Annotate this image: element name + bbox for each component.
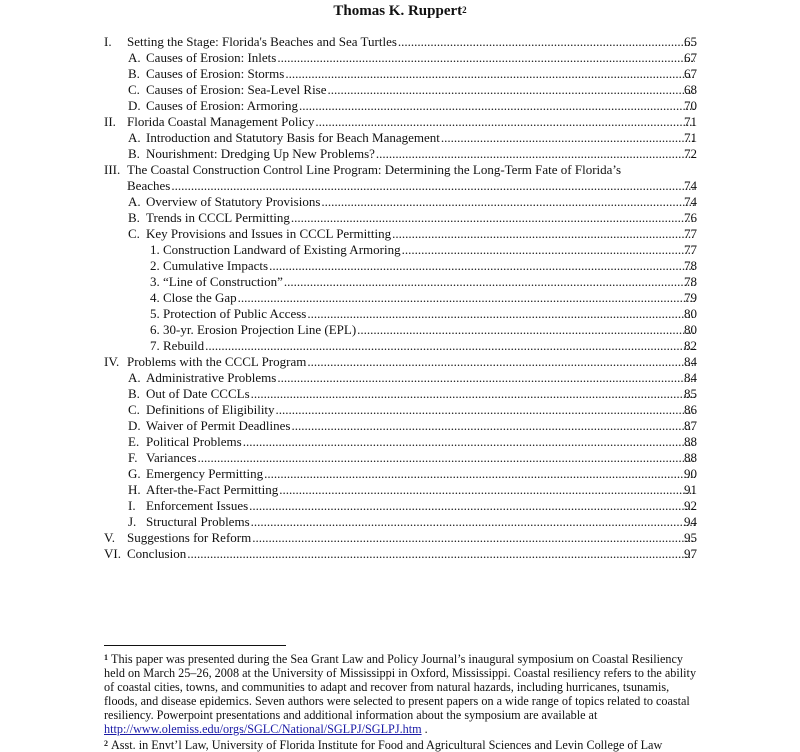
author-name: Thomas K. Ruppert [333,3,463,19]
toc-entry-label: B. [128,210,140,225]
toc-entry-title: Suggestions for Reform [127,530,252,545]
toc-entry[interactable] [0,482,800,498]
toc-entry-title: Causes of Erosion: Storms [146,66,285,81]
toc-entry-label: A. [128,50,141,65]
toc-entry-label: C. [128,226,140,241]
author-heading [0,0,800,22]
dot-leader [291,210,695,226]
toc-entry-label: V. [104,530,115,545]
table-of-contents [0,34,800,562]
toc-entry-page: 84 [684,370,697,385]
dot-leader [238,290,695,306]
toc-entry-title: 1. Construction Landward of Existing Armoring [150,242,401,257]
toc-entry[interactable] [0,274,800,290]
toc-entry-title: Causes of Erosion: Armoring [146,98,299,113]
toc-entry-label: A. [128,130,141,145]
dot-leader [291,418,695,434]
toc-entry-continuation[interactable] [0,178,800,194]
toc-entry-page: 88 [684,434,697,449]
dot-leader [441,130,695,146]
toc-entry-page: 74 [684,194,697,209]
toc-entry-label: A. [128,194,141,209]
dot-leader [392,226,695,242]
footnote-2-text: Asst. in Envt’l Law, University of Florida Institute for Food and Agricultural Sciences and Levin College of Law [111,738,663,752]
toc-entry-label: I. [128,498,136,513]
dot-leader [252,530,695,546]
toc-entry-page: 86 [684,402,697,417]
dot-leader [264,466,695,482]
toc-entry[interactable] [0,290,800,306]
toc-entry-page: 92 [684,498,697,513]
toc-entry-label: F. [128,450,138,465]
footnote-2-mark: 2 [104,739,108,748]
dot-leader [251,386,695,402]
dot-leader [402,242,695,258]
toc-entry-page: 77 [684,226,697,241]
toc-entry[interactable] [0,162,800,178]
dot-leader [187,546,695,562]
toc-entry[interactable] [0,498,800,514]
toc-entry-page: 97 [684,546,697,561]
toc-entry-page: 87 [684,418,697,433]
dot-leader [315,114,695,130]
toc-entry[interactable] [0,34,800,50]
toc-entry-page: 85 [684,386,697,401]
toc-entry[interactable] [0,210,800,226]
toc-entry-page: 84 [684,354,697,369]
toc-entry-title: Nourishment: Dredging Up New Problems? [146,146,375,161]
toc-entry-label: C. [128,82,140,97]
toc-entry-label: H. [128,482,141,497]
footnote-1 [104,652,699,736]
toc-entry[interactable] [0,306,800,322]
toc-entry-title: 5. Protection of Public Access [150,306,307,321]
toc-entry-page: 90 [684,466,697,481]
toc-entry-title: 4. Close the Gap [150,290,237,305]
toc-entry[interactable] [0,402,800,418]
toc-entry-title: Definitions of Eligibility [146,402,275,417]
toc-entry[interactable] [0,338,800,354]
dot-leader [307,306,695,322]
toc-entry[interactable] [0,98,800,114]
footnote-rule [104,645,286,646]
toc-entry-page: 71 [684,114,697,129]
toc-entry-page: 82 [684,338,697,353]
dot-leader [243,434,695,450]
dot-leader [321,194,695,210]
toc-entry-title: After-the-Fact Permitting [146,482,279,497]
toc-entry-title: Conclusion [127,546,187,561]
toc-entry-page: 79 [684,290,697,305]
toc-entry-page: 91 [684,482,697,497]
toc-entry-page: 74 [684,178,697,193]
dot-leader [299,98,695,114]
toc-entry-label: VI. [104,546,121,561]
dot-leader [276,402,695,418]
toc-entry-title: Trends in CCCL Permitting [146,210,290,225]
toc-entry-title: Enforcement Issues [146,498,249,513]
toc-entry-page: 95 [684,530,697,545]
toc-entry-title: Florida Coastal Management Policy [127,114,315,129]
dot-leader [285,66,695,82]
toc-entry[interactable] [0,114,800,130]
toc-entry-label: C. [128,402,140,417]
toc-entry[interactable] [0,226,800,242]
dot-leader [376,146,695,162]
toc-entry-page: 94 [684,514,697,529]
dot-leader [284,274,695,290]
toc-entry-label: IV. [104,354,120,369]
symposium-link[interactable]: http://www.olemiss.edu/orgs/SGLC/National/SGLPJ/SGLPJ.htm [104,722,422,736]
dot-leader [277,370,695,386]
toc-entry-title: Introduction and Statutory Basis for Beach Management [146,130,440,145]
toc-entry-title: Setting the Stage: Florida's Beaches and Sea Turtles [127,34,397,49]
toc-entry[interactable] [0,66,800,82]
toc-entry[interactable] [0,418,800,434]
toc-entry-title: Administrative Problems [146,370,277,385]
toc-entry-label: B. [128,386,140,401]
toc-entry-title: 6. 30-yr. Erosion Projection Line (EPL) [150,322,357,337]
toc-entry-page: 72 [684,146,697,161]
toc-entry-title: Causes of Erosion: Sea-Level Rise [146,82,327,97]
toc-entry[interactable] [0,434,800,450]
toc-entry-title: Emergency Permitting [146,466,264,481]
toc-entry-title: Causes of Erosion: Inlets [146,50,277,65]
toc-entry-title: Problems with the CCCL Program [127,354,307,369]
toc-entry[interactable] [0,546,800,562]
toc-entry-page: 76 [684,210,697,225]
toc-entry-label: B. [128,66,140,81]
toc-entry-title: Beaches [127,178,171,193]
footnote-1-text: This paper was presented during the Sea Grant Law and Policy Journal’s inaugural symposium on Coastal Resiliency held on March 25–26, 2008 at the University of Mississippi in Oxford, Mississippi. Coastal resiliency refers to the ability of coastal cities, towns, and communities to adapt and recover from natural hazards, including hurricanes, tsunamis, floods, and disease epidemics. Seven authors were selected to present papers on a wide range of topics related to coastal resiliency. Powerpoint presentations and additional information about the symposium are available at [104,652,697,722]
toc-entry[interactable] [0,514,800,530]
toc-entry-label: D. [128,418,141,433]
toc-entry-title: The Coastal Construction Control Line Program: Determining the Long-Term Fate of Florida’s [127,162,622,177]
toc-entry-page: 68 [684,82,697,97]
toc-entry[interactable] [0,146,800,162]
toc-entry-label: D. [128,98,141,113]
toc-entry-label: II. [104,114,116,129]
toc-entry-page: 65 [684,34,697,49]
toc-entry-page: 80 [684,306,697,321]
toc-entry-page: 80 [684,322,697,337]
toc-entry-page: 78 [684,258,697,273]
dot-leader [205,338,695,354]
toc-entry[interactable] [0,466,800,482]
dot-leader [398,34,695,50]
toc-entry-title: Key Provisions and Issues in CCCL Permitting [146,226,392,241]
toc-entry[interactable] [0,50,800,66]
toc-entry-title: Out of Date CCCLs [146,386,250,401]
toc-entry-label: I. [104,34,112,49]
dot-leader [198,450,695,466]
toc-entry-title: 2. Cumulative Impacts [150,258,269,273]
toc-entry[interactable] [0,258,800,274]
toc-entry-page: 67 [684,50,697,65]
toc-entry-page: 71 [684,130,697,145]
toc-entry-title: Political Problems [146,434,242,449]
toc-entry-label: A. [128,370,141,385]
toc-entry[interactable] [0,450,800,466]
toc-entry-title: 3. “Line of Construction” [150,274,283,289]
toc-entry-page: 70 [684,98,697,113]
toc-entry-page: 78 [684,274,697,289]
author-footnote-mark[interactable]: 2 [462,5,467,15]
toc-entry[interactable] [0,530,800,546]
toc-entry-title: Variances [146,450,197,465]
toc-entry-page: 77 [684,242,697,257]
toc-entry-label: G. [128,466,141,481]
toc-entry[interactable] [0,370,800,386]
dot-leader [269,258,695,274]
toc-entry-title: Structural Problems [146,514,250,529]
toc-entry-label: J. [128,514,137,529]
toc-entry[interactable] [0,386,800,402]
toc-entry-label: B. [128,146,140,161]
dot-leader [249,498,695,514]
footnote-1-tail: . [421,722,428,736]
dot-leader [279,482,695,498]
toc-entry-title: 7. Rebuild [150,338,205,353]
toc-entry-page: 67 [684,66,697,81]
dot-leader [251,514,695,530]
toc-entry[interactable] [0,354,800,370]
dot-leader [328,82,695,98]
dot-leader [171,178,695,194]
toc-entry[interactable] [0,242,800,258]
dot-leader [277,50,695,66]
toc-entry-label: E. [128,434,140,449]
dot-leader [307,354,695,370]
footnote-1-mark: 1 [104,653,108,662]
toc-entry[interactable] [0,82,800,98]
toc-entry-title: Overview of Statutory Provisions [146,194,321,209]
toc-entry[interactable] [0,194,800,210]
toc-entry[interactable] [0,130,800,146]
toc-entry-label: III. [104,162,121,177]
dot-leader [357,322,695,338]
toc-entry-page: 88 [684,450,697,465]
toc-entry-title: Waiver of Permit Deadlines [146,418,291,433]
toc-entry[interactable] [0,322,800,338]
